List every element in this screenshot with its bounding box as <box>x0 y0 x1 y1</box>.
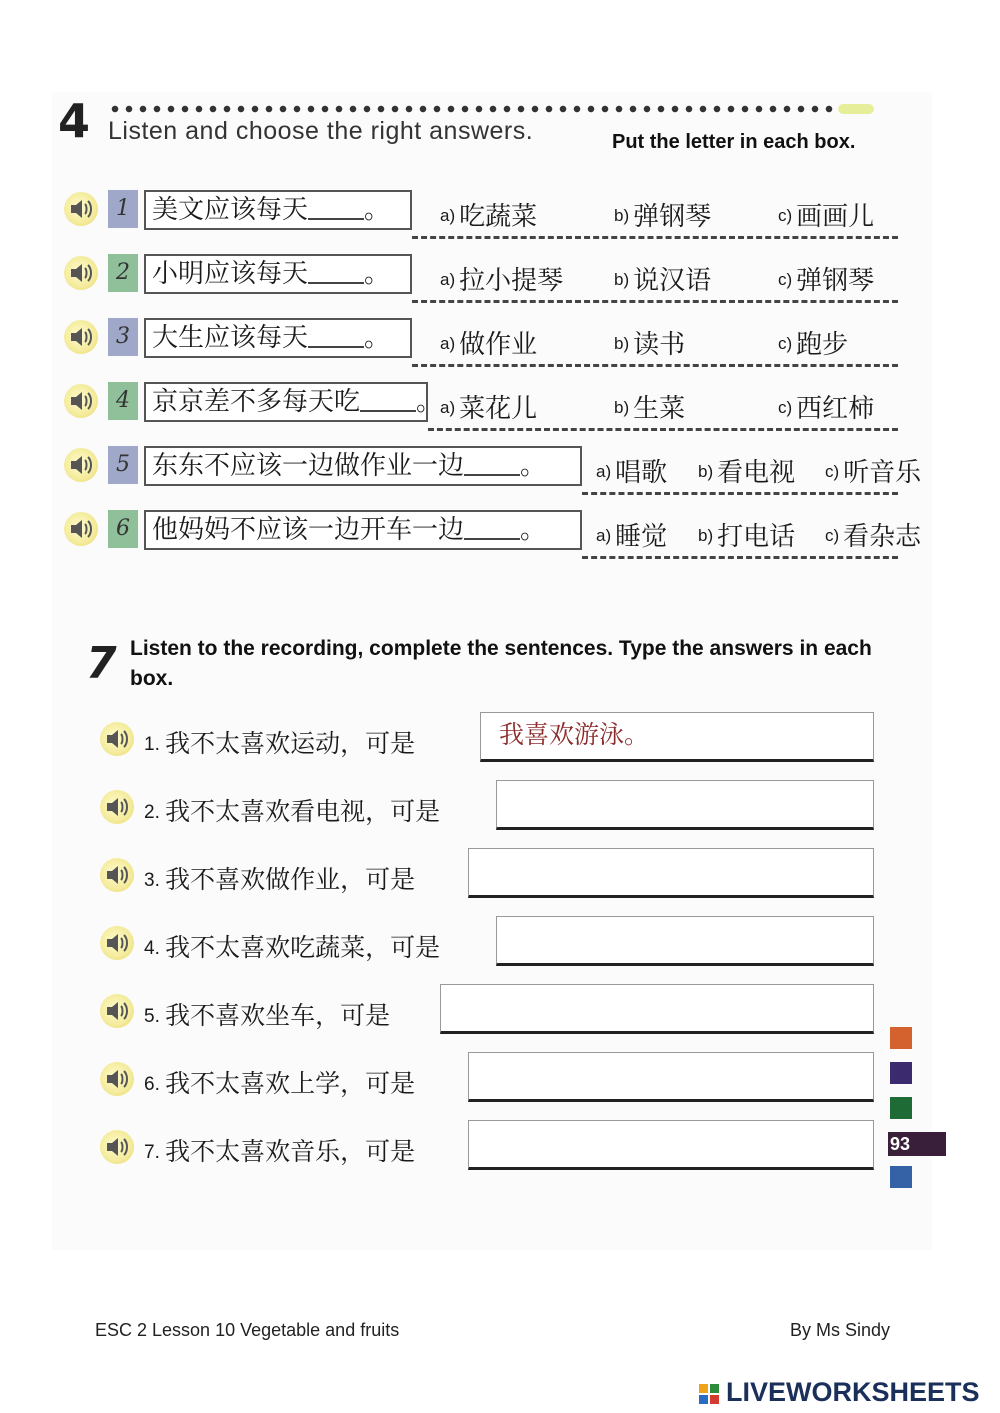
option-a <box>596 516 667 553</box>
option-c <box>825 452 921 489</box>
answer-input-box[interactable] <box>440 984 874 1034</box>
option-letter: a) <box>440 270 456 289</box>
sentence-end: 。 <box>416 387 443 417</box>
audio-speaker-icon[interactable] <box>100 722 134 756</box>
option-b <box>698 516 795 553</box>
option-letter: c) <box>825 462 840 481</box>
option-letter: a) <box>440 334 456 353</box>
sentence-end: 。 <box>520 515 547 545</box>
sentence-prompt: 我不喜欢做作业，可是 <box>165 865 416 894</box>
option-a <box>440 388 537 425</box>
audio-speaker-icon[interactable] <box>64 256 98 290</box>
page-number: 93 <box>888 1132 946 1156</box>
option-text: 打电话 <box>717 522 796 552</box>
option-text: 吃蔬菜 <box>459 202 538 232</box>
answer-input-box[interactable] <box>468 848 874 898</box>
sentence-text <box>144 724 415 760</box>
audio-speaker-icon[interactable] <box>100 1130 134 1164</box>
sentence-text <box>144 1064 415 1100</box>
dashed-line <box>412 236 898 239</box>
sentence-prompt: 我不太喜欢上学，可是 <box>165 1069 416 1098</box>
option-text: 西红柿 <box>796 394 875 424</box>
sentence-number: 6. <box>144 1074 166 1095</box>
answer-input-box[interactable]: 我喜欢游泳。 <box>480 712 874 762</box>
option-text: 说汉语 <box>633 266 712 296</box>
answer-blank[interactable] <box>360 386 416 412</box>
audio-speaker-icon[interactable] <box>64 192 98 226</box>
sentence-prompt: 我不太喜欢音乐，可是 <box>165 1137 416 1166</box>
option-a <box>440 196 537 233</box>
question-prompt: 小明应该每天 <box>152 259 309 289</box>
option-c <box>778 388 874 425</box>
option-text: 跑步 <box>796 330 849 360</box>
answer-blank[interactable] <box>308 258 364 284</box>
question-prompt: 东东不应该一边做作业一边 <box>152 451 465 481</box>
option-a <box>596 452 667 489</box>
sentence-end: 。 <box>364 323 391 353</box>
option-c <box>778 196 874 233</box>
option-b <box>614 324 685 361</box>
answer-blank[interactable] <box>464 514 520 540</box>
option-letter: a) <box>596 526 612 545</box>
audio-speaker-icon[interactable] <box>100 790 134 824</box>
audio-speaker-icon[interactable] <box>100 858 134 892</box>
sentence-number: 3. <box>144 870 166 891</box>
footer-lesson-title: ESC 2 Lesson 10 Vegetable and fruits <box>95 1320 400 1340</box>
audio-speaker-icon[interactable] <box>64 448 98 482</box>
sentence-prompt: 我不喜欢坐车，可是 <box>165 1001 391 1030</box>
section-4-number: 4 <box>58 94 91 148</box>
side-tab-blue <box>890 1166 912 1188</box>
dashed-line <box>428 428 898 431</box>
option-letter: c) <box>778 270 793 289</box>
option-text: 生菜 <box>633 394 686 424</box>
option-letter: a) <box>440 398 456 417</box>
footer-author: By Ms Sindy <box>790 1320 891 1340</box>
sentence-text <box>144 860 415 896</box>
option-text: 弹钢琴 <box>796 266 875 296</box>
question-answer-box[interactable] <box>144 510 582 550</box>
option-c <box>825 516 921 553</box>
question-answer-box[interactable] <box>144 190 412 230</box>
side-tab-green <box>890 1097 912 1119</box>
audio-speaker-icon[interactable] <box>100 994 134 1028</box>
option-a <box>440 324 537 361</box>
sentence-end: 。 <box>364 259 391 289</box>
option-text: 做作业 <box>459 330 538 360</box>
option-letter: a) <box>596 462 612 481</box>
option-b <box>614 388 685 425</box>
question-prompt: 大生应该每天 <box>152 323 309 353</box>
answer-blank[interactable] <box>308 194 364 220</box>
option-text: 菜花儿 <box>459 394 538 424</box>
question-number: 3 <box>108 318 138 356</box>
option-c <box>778 324 848 361</box>
sentence-number: 4. <box>144 938 166 959</box>
sentence-number: 5. <box>144 1006 166 1027</box>
option-text: 听音乐 <box>843 458 922 488</box>
sentence-text <box>144 928 440 964</box>
option-letter: b) <box>614 270 630 289</box>
sentence-number: 1. <box>144 734 166 755</box>
dashed-line <box>412 300 898 303</box>
option-text: 唱歌 <box>615 458 668 488</box>
option-c <box>778 260 874 297</box>
question-number: 5 <box>108 446 138 484</box>
audio-speaker-icon[interactable] <box>100 926 134 960</box>
option-letter: c) <box>778 398 793 417</box>
audio-speaker-icon[interactable] <box>100 1062 134 1096</box>
answer-input-box[interactable] <box>496 780 874 830</box>
question-number: 4 <box>108 382 138 420</box>
side-tab-purple <box>890 1062 912 1084</box>
sentence-text <box>144 1132 415 1168</box>
sentence-prompt: 我不太喜欢看电视，可是 <box>165 797 441 826</box>
question-answer-box[interactable] <box>144 446 582 486</box>
question-number: 1 <box>108 190 138 228</box>
sentence-text <box>144 792 440 828</box>
option-a <box>440 260 563 297</box>
answer-blank[interactable] <box>308 322 364 348</box>
option-text: 读书 <box>633 330 686 360</box>
question-answer-box[interactable] <box>144 254 412 294</box>
option-text: 拉小提琴 <box>459 266 564 296</box>
dotted-rule <box>108 104 833 114</box>
option-letter: c) <box>825 526 840 545</box>
option-letter: b) <box>698 526 714 545</box>
option-text: 睡觉 <box>615 522 668 552</box>
dashed-line <box>412 364 898 367</box>
audio-speaker-icon[interactable] <box>64 512 98 546</box>
dotted-rule-accent <box>838 104 874 114</box>
liveworksheets-logo-icon <box>698 1382 722 1406</box>
option-letter: c) <box>778 334 793 353</box>
option-b <box>614 196 711 233</box>
question-prompt: 他妈妈不应该一边开车一边 <box>152 515 465 545</box>
side-tab-orange <box>890 1027 912 1049</box>
answer-blank[interactable] <box>464 450 520 476</box>
section-7-instruction: Listen to the recording, complete the sentences. Type the answers in each box. <box>130 637 872 690</box>
option-letter: b) <box>614 206 630 225</box>
option-text: 看电视 <box>717 458 796 488</box>
option-letter: b) <box>614 398 630 417</box>
answer-input-box[interactable] <box>468 1120 874 1170</box>
sentence-prompt: 我不太喜欢吃蔬菜，可是 <box>165 933 441 962</box>
sentence-prompt: 我不太喜欢运动，可是 <box>165 729 416 758</box>
option-letter: a) <box>440 206 456 225</box>
section-7-number: 7 <box>86 638 117 689</box>
sentence-number: 2. <box>144 802 166 823</box>
question-prompt: 美文应该每天 <box>152 195 309 225</box>
answer-input-box[interactable] <box>496 916 874 966</box>
option-text: 弹钢琴 <box>633 202 712 232</box>
audio-speaker-icon[interactable] <box>64 384 98 418</box>
sentence-end: 。 <box>364 195 391 225</box>
section-4-instruction: Put the letter in each box. <box>612 131 856 153</box>
sentence-end: 。 <box>520 451 547 481</box>
dashed-line <box>582 492 898 495</box>
question-answer-box[interactable] <box>144 318 412 358</box>
question-number: 6 <box>108 510 138 548</box>
option-letter: c) <box>778 206 793 225</box>
option-b <box>614 260 711 297</box>
audio-speaker-icon[interactable] <box>64 320 98 354</box>
option-b <box>698 452 795 489</box>
sentence-number: 7. <box>144 1142 166 1163</box>
dashed-line <box>582 556 898 559</box>
section-4-title: Listen and choose the right answers. <box>108 117 534 145</box>
option-text: 画画儿 <box>796 202 875 232</box>
question-answer-box[interactable] <box>144 382 443 422</box>
answer-input-box[interactable] <box>468 1052 874 1102</box>
sentence-text <box>144 996 390 1032</box>
option-letter: b) <box>614 334 630 353</box>
option-letter: b) <box>698 462 714 481</box>
question-prompt: 京京差不多每天吃 <box>152 387 361 417</box>
liveworksheets-logo-text: LIVEWORKSHEETS <box>726 1377 980 1407</box>
question-number: 2 <box>108 254 138 292</box>
option-text: 看杂志 <box>843 522 922 552</box>
